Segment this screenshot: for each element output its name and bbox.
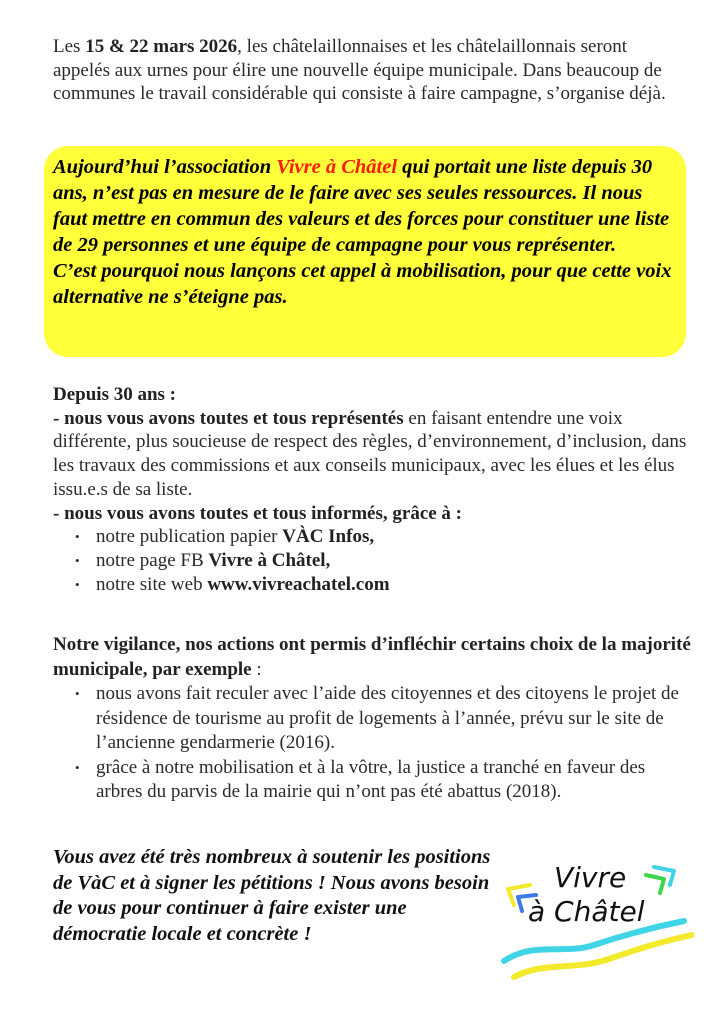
intro-prefix: Les — [53, 36, 86, 57]
vivre-a-chatel-logo — [494, 845, 694, 985]
callout-part2: qui portait une liste depuis 30 ans, n’est pas en mesure de le faire avec ses seules ressources. Il nous faut mettre en commun des valeurs et des forces pour constituer une liste de 29 personnes et une équipe de campagne pour vous représenter. — [53, 156, 670, 256]
intro-paragraph — [53, 35, 683, 106]
bullet-icon: • — [75, 576, 80, 592]
channel-item-website: • notre site web www.vivreachatel.com — [75, 573, 390, 595]
election-dates: 15 & 22 mars 2026 — [85, 36, 238, 57]
achievements-section — [53, 633, 693, 805]
channels-list — [53, 525, 693, 596]
achievements-heading: Notre vigilance, nos actions ont permis d’infléchir certains choix de la majorité municipale, par exemple : — [53, 634, 691, 680]
history-heading: Depuis 30 ans : — [53, 384, 176, 405]
history-section — [53, 383, 693, 596]
achievement-item: • grâce à notre mobilisation et à la vôtre, la justice a tranché en faveur des arbres du parvis de la mairie qui n’ont pas été abattus (2018). — [75, 756, 646, 802]
logo-graphic — [494, 845, 694, 985]
achievement-item: • nous avons fait reculer avec l’aide des citoyennes et des citoyens le projet de résidence de tourisme au profit de logements à l’année, prévu sur le site de l’ancienne gendarmerie (2016). — [75, 683, 679, 753]
channel-item-paper: • notre publication papier VÀC Infos, — [75, 526, 375, 548]
bullet-icon: • — [75, 529, 80, 545]
achievements-list — [53, 682, 693, 805]
intro-rest: , les châtelaillonnaises et les châtelaillonnais seront appelés aux urnes pour élire une nouvelle équipe municipale. Dans beaucoup de communes le travail considérable qui consiste à faire campagne, s’organise déjà. — [53, 36, 666, 104]
closing-statement: Vous avez été très nombreux à soutenir les positions de VàC et à signer les pétitions ! Nous avons besoin de vous pour continuer à faire exister une démocratie locale et concrète ! — [53, 846, 491, 945]
logo-chevron-green-right — [646, 875, 664, 893]
logo-text-line2: à Châtel — [528, 895, 645, 928]
bullet-icon: • — [75, 552, 80, 568]
logo-text-line1: Vivre — [554, 861, 627, 894]
callout-text — [53, 154, 675, 310]
history-point-informed: - nous vous avons toutes et tous informés, grâce à : — [53, 502, 463, 524]
callout-part1: Aujourd’hui l’association — [53, 156, 277, 178]
history-point-represented: - nous vous avons toutes et tous représentés en faisant entendre une voix différente, plus soucieuse de respect des règles, d’environnement, d’inclusion, dans les travaux des commissions et aux conseils municipaux, avec les élues et les élus issu.e.s de sa liste. — [53, 407, 687, 500]
channel-item-facebook: • notre page FB Vivre à Châtel, — [75, 549, 331, 571]
bullet-icon: • — [75, 759, 80, 775]
association-name: Vivre à Châtel — [276, 156, 398, 178]
callout-appeal: C’est pourquoi nous lançons cet appel à mobilisation, pour que cette voix alternative ne s’éteigne pas. — [53, 260, 672, 308]
bullet-icon: • — [75, 686, 80, 701]
website-link[interactable]: www.vivreachatel.com — [207, 573, 390, 595]
